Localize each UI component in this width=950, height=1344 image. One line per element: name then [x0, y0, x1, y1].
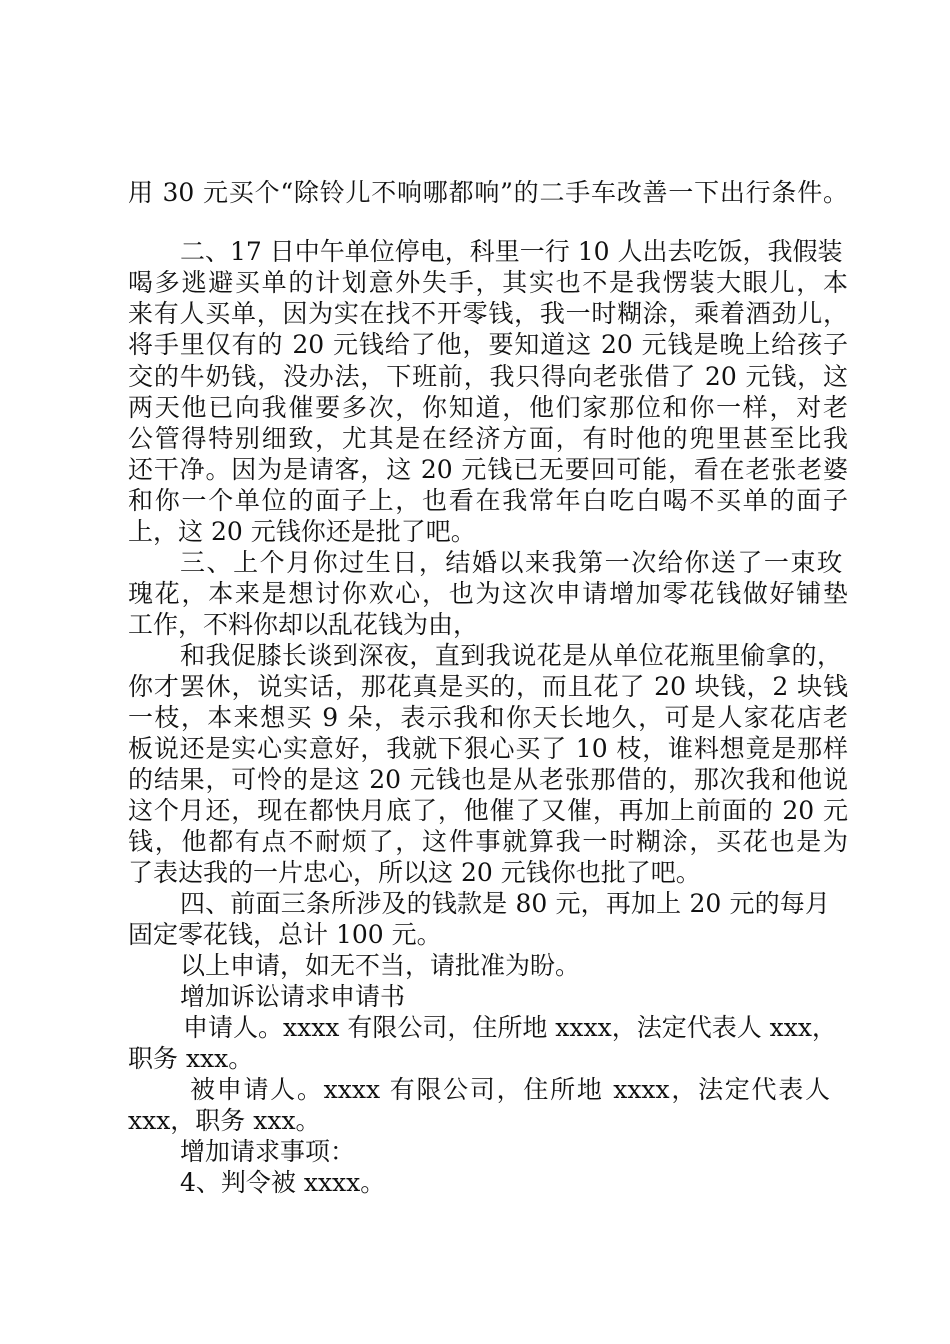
text-line: 职务 xxx。 — [128, 1044, 254, 1073]
text-line: 你才罢休，说实话，那花真是买的，而且花了 20 块钱，2 块钱 — [128, 672, 848, 701]
text-line: 用 30 元买个“除铃儿不响哪都响”的二手车改善一下出行条件。 — [128, 178, 848, 207]
text-line: 上，这 20 元钱你还是批了吧。 — [128, 517, 476, 546]
text-line: 来有人买单，因为实在找不开零钱，我一时糊涂，乘着酒劲儿， — [128, 299, 848, 328]
text-line: 这个月还，现在都快月底了，他催了又催，再加上前面的 20 元 — [128, 796, 848, 825]
text-line: xxx，职务 xxx。 — [128, 1106, 321, 1135]
text-line: 三、上个月你过生日，结婚以来我第一次给你送了一束玫 — [180, 548, 842, 577]
text-line: 一枝，本来想买 9 朵，表示我和你天长地久，可是人家花店老 — [128, 703, 848, 732]
text-line: 公管得特别细致，尤其是在经济方面，有时他的兜里甚至比我 — [128, 424, 848, 453]
text-line: 的结果，可怜的是这 20 元钱也是从老张那借的，那次我和他说 — [128, 765, 848, 794]
text-line: 四、前面三条所涉及的钱款是 80 元，再加上 20 元的每月 — [180, 889, 830, 918]
text-line: 交的牛奶钱，没办法，下班前，我只得向老张借了 20 元钱，这 — [128, 362, 848, 391]
text-line: 以上申请，如无不当，请批准为盼。 — [180, 951, 581, 980]
text-line: 工作，不料你却以乱花钱为由， — [128, 610, 479, 639]
text-line: 将手里仅有的 20 元钱给了他，要知道这 20 元钱是晚上给孩子 — [128, 330, 848, 359]
text-line: 钱，他都有点不耐烦了，这件事就算我一时糊涂，买花也是为 — [128, 827, 848, 856]
text-line: 固定零花钱，总计 100 元。 — [128, 920, 442, 949]
text-line: 喝多逃避买单的计划意外失手，其实也不是我愣装大眼儿，本 — [128, 268, 848, 297]
text-line: 了表达我的一片忠心，所以这 20 元钱你也批了吧。 — [128, 858, 701, 887]
text-line: 瑰花，本来是想讨你欢心，也为这次申请增加零花钱做好铺垫 — [128, 579, 848, 608]
text-line: 增加请求事项： — [180, 1137, 356, 1166]
text-line: 和我促膝长谈到深夜，直到我说花是从单位花瓶里偷拿的， — [180, 641, 842, 670]
text-line: 和你一个单位的面子上，也看在我常年白吃白喝不买单的面子 — [128, 486, 848, 515]
text-line: 二、17 日中午单位停电，科里一行 10 人出去吃饭，我假装 — [180, 237, 843, 266]
text-line: 两天他已向我催要多次，你知道，他们家那位和你一样，对老 — [128, 393, 848, 422]
text-line: 申请人。xxxx 有限公司，住所地 xxxx，法定代表人 xxx， — [183, 1013, 837, 1042]
text-line: 还干净。因为是请客，这 20 元钱已无要回可能，看在老张老婆 — [128, 455, 848, 484]
text-line: 4、判令被 xxxx。 — [180, 1168, 386, 1197]
text-line: 板说还是实心实意好，我就下狠心买了 10 枝，谁料想竟是那样 — [128, 734, 848, 763]
text-line: 增加诉讼请求申请书 — [180, 982, 406, 1011]
text-line: 被申请人。xxxx 有限公司，住所地 xxxx，法定代表人 — [190, 1075, 830, 1104]
